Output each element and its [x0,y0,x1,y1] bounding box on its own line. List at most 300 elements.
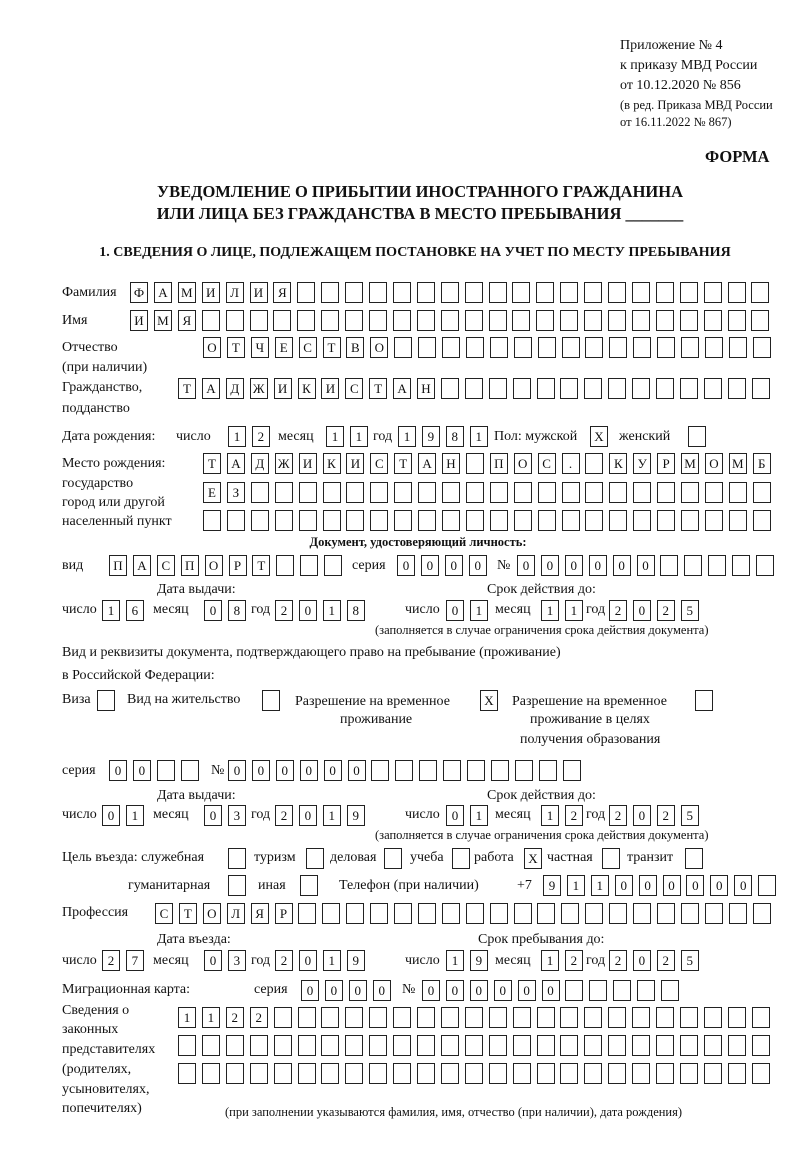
char-cell[interactable] [442,510,460,531]
char-cell[interactable] [562,482,580,503]
char-cell[interactable] [441,282,459,303]
char-cell[interactable]: 1 [567,875,585,896]
char-cell[interactable] [632,1063,650,1084]
char-cell[interactable]: 0 [445,555,463,576]
char-cell[interactable]: 0 [102,805,120,826]
char-cell[interactable] [417,282,435,303]
char-cell[interactable] [490,337,508,358]
char-cell[interactable] [417,1063,435,1084]
char-cell[interactable]: 0 [348,760,366,781]
char-cell[interactable]: Ч [251,337,269,358]
char-cell[interactable] [274,1035,292,1056]
char-cell[interactable] [441,1063,459,1084]
char-cell[interactable]: Т [203,453,221,474]
char-cell[interactable]: 0 [469,555,487,576]
char-cell[interactable]: И [321,378,339,399]
char-cell[interactable]: 0 [397,555,415,576]
char-cell[interactable] [417,310,435,331]
char-cell[interactable]: . [562,453,580,474]
char-cell[interactable] [680,282,698,303]
char-cell[interactable] [753,510,771,531]
char-cell[interactable]: О [205,555,223,576]
char-cell[interactable] [608,310,626,331]
char-cell[interactable]: 1 [228,426,246,447]
char-cell[interactable] [419,760,437,781]
char-cell[interactable] [466,453,484,474]
char-cell[interactable]: Л [226,282,244,303]
char-cell[interactable] [273,310,291,331]
char-cell[interactable] [681,510,699,531]
char-cell[interactable]: 0 [299,805,317,826]
char-cell[interactable] [417,1007,435,1028]
char-cell[interactable] [345,1007,363,1028]
char-cell[interactable]: 0 [633,600,651,621]
char-cell[interactable]: 0 [325,980,343,1001]
char-cell[interactable] [275,510,293,531]
char-cell[interactable] [538,482,556,503]
char-cell[interactable] [705,482,723,503]
char-cell[interactable] [565,980,583,1001]
char-cell[interactable] [321,1007,339,1028]
char-cell[interactable] [513,1007,531,1028]
char-cell[interactable] [512,310,530,331]
char-cell[interactable] [393,282,411,303]
char-cell[interactable]: Т [178,378,196,399]
char-cell[interactable]: 1 [591,875,609,896]
char-cell[interactable]: А [154,282,172,303]
char-cell[interactable]: Ф [130,282,148,303]
char-cell[interactable]: 0 [204,600,222,621]
char-cell[interactable]: 0 [276,760,294,781]
char-cell[interactable] [537,378,555,399]
char-cell[interactable] [633,510,651,531]
char-cell[interactable] [752,1035,770,1056]
char-cell[interactable]: 1 [446,950,464,971]
char-cell[interactable]: С [370,453,388,474]
char-cell[interactable]: 1 [202,1007,220,1028]
char-cell[interactable] [465,378,483,399]
char-cell[interactable]: 9 [347,950,365,971]
char-cell[interactable] [489,378,507,399]
char-cell[interactable]: 0 [734,875,752,896]
char-cell[interactable] [637,980,655,1001]
char-cell[interactable] [369,1007,387,1028]
char-cell[interactable] [681,337,699,358]
char-cell[interactable] [608,1007,626,1028]
char-cell[interactable]: 0 [589,555,607,576]
char-cell[interactable] [632,1035,650,1056]
char-cell[interactable] [251,482,269,503]
char-cell[interactable]: 0 [421,555,439,576]
char-cell[interactable]: 5 [681,600,699,621]
char-cell[interactable] [178,1063,196,1084]
char-cell[interactable]: 8 [347,600,365,621]
char-cell[interactable] [704,378,722,399]
char-cell[interactable] [512,282,530,303]
char-cell[interactable] [227,510,245,531]
char-cell[interactable]: 2 [250,1007,268,1028]
char-cell[interactable] [585,482,603,503]
char-cell[interactable] [157,760,175,781]
char-cell[interactable]: З [227,482,245,503]
char-cell[interactable] [751,310,769,331]
char-cell[interactable]: 0 [228,760,246,781]
char-cell[interactable] [346,482,364,503]
char-cell[interactable] [633,337,651,358]
checkbox[interactable] [602,848,620,869]
char-cell[interactable] [298,1007,316,1028]
char-cell[interactable]: 2 [565,805,583,826]
char-cell[interactable] [728,1007,746,1028]
char-cell[interactable] [704,1007,722,1028]
char-cell[interactable]: 0 [615,875,633,896]
char-cell[interactable] [275,482,293,503]
char-cell[interactable]: 5 [681,950,699,971]
char-cell[interactable] [729,482,747,503]
char-cell[interactable] [417,1035,435,1056]
char-cell[interactable] [441,310,459,331]
char-cell[interactable] [323,482,341,503]
char-cell[interactable] [536,282,554,303]
char-cell[interactable] [752,1063,770,1084]
char-cell[interactable] [202,310,220,331]
char-cell[interactable] [369,1063,387,1084]
char-cell[interactable] [680,378,698,399]
char-cell[interactable] [250,1063,268,1084]
char-cell[interactable]: 0 [373,980,391,1001]
char-cell[interactable]: 6 [126,600,144,621]
char-cell[interactable]: Е [275,337,293,358]
char-cell[interactable]: 2 [657,805,675,826]
char-cell[interactable]: 0 [639,875,657,896]
char-cell[interactable]: 1 [470,805,488,826]
char-cell[interactable] [369,1035,387,1056]
char-cell[interactable]: Т [394,453,412,474]
char-cell[interactable] [681,482,699,503]
char-cell[interactable]: Р [275,903,293,924]
char-cell[interactable]: 1 [541,600,559,621]
char-cell[interactable] [321,1035,339,1056]
char-cell[interactable]: 9 [543,875,561,896]
char-cell[interactable]: О [514,453,532,474]
char-cell[interactable]: 0 [542,980,560,1001]
char-cell[interactable]: Т [227,337,245,358]
char-cell[interactable] [753,337,771,358]
char-cell[interactable] [728,1063,746,1084]
char-cell[interactable] [442,903,460,924]
char-cell[interactable]: Я [273,282,291,303]
char-cell[interactable]: 1 [323,805,341,826]
char-cell[interactable] [514,510,532,531]
char-cell[interactable] [656,310,674,331]
char-cell[interactable] [560,1035,578,1056]
char-cell[interactable]: М [729,453,747,474]
char-cell[interactable]: Н [417,378,435,399]
char-cell[interactable] [608,378,626,399]
char-cell[interactable]: Д [251,453,269,474]
char-cell[interactable] [442,482,460,503]
char-cell[interactable]: В [346,337,364,358]
char-cell[interactable] [394,903,412,924]
char-cell[interactable] [609,903,627,924]
char-cell[interactable] [346,510,364,531]
char-cell[interactable] [490,482,508,503]
char-cell[interactable]: 8 [228,600,246,621]
char-cell[interactable]: 0 [710,875,728,896]
char-cell[interactable] [680,1063,698,1084]
checkbox[interactable]: X [590,426,608,447]
char-cell[interactable] [708,555,726,576]
char-cell[interactable] [704,1063,722,1084]
char-cell[interactable]: 7 [126,950,144,971]
char-cell[interactable] [298,1063,316,1084]
char-cell[interactable]: Я [251,903,269,924]
char-cell[interactable] [276,555,294,576]
char-cell[interactable]: 2 [609,600,627,621]
char-cell[interactable] [705,903,723,924]
char-cell[interactable] [418,510,436,531]
char-cell[interactable] [560,310,578,331]
char-cell[interactable] [585,903,603,924]
char-cell[interactable] [465,282,483,303]
char-cell[interactable] [442,337,460,358]
char-cell[interactable] [656,282,674,303]
char-cell[interactable] [490,510,508,531]
char-cell[interactable] [490,903,508,924]
char-cell[interactable]: Т [179,903,197,924]
char-cell[interactable] [751,282,769,303]
char-cell[interactable] [728,310,746,331]
char-cell[interactable]: 9 [347,805,365,826]
char-cell[interactable] [393,310,411,331]
char-cell[interactable] [202,1063,220,1084]
char-cell[interactable] [729,337,747,358]
char-cell[interactable]: Т [323,337,341,358]
char-cell[interactable] [657,510,675,531]
char-cell[interactable] [613,980,631,1001]
char-cell[interactable]: С [299,337,317,358]
char-cell[interactable]: О [370,337,388,358]
char-cell[interactable]: 0 [686,875,704,896]
char-cell[interactable] [705,337,723,358]
char-cell[interactable] [632,282,650,303]
char-cell[interactable]: 0 [613,555,631,576]
char-cell[interactable] [514,903,532,924]
char-cell[interactable]: 0 [517,555,535,576]
char-cell[interactable] [732,555,750,576]
char-cell[interactable]: А [393,378,411,399]
char-cell[interactable]: И [130,310,148,331]
char-cell[interactable] [370,510,388,531]
char-cell[interactable] [656,1035,674,1056]
char-cell[interactable]: 1 [323,600,341,621]
char-cell[interactable] [250,310,268,331]
char-cell[interactable] [345,310,363,331]
char-cell[interactable] [536,310,554,331]
char-cell[interactable]: 0 [446,600,464,621]
char-cell[interactable] [560,282,578,303]
char-cell[interactable]: 0 [252,760,270,781]
char-cell[interactable] [394,337,412,358]
char-cell[interactable]: 1 [323,950,341,971]
char-cell[interactable]: 0 [446,980,464,1001]
char-cell[interactable] [513,1035,531,1056]
char-cell[interactable]: Н [442,453,460,474]
char-cell[interactable] [395,760,413,781]
char-cell[interactable] [443,760,461,781]
checkbox[interactable] [300,875,318,896]
char-cell[interactable]: К [609,453,627,474]
char-cell[interactable]: 8 [446,426,464,447]
char-cell[interactable]: Ж [275,453,293,474]
char-cell[interactable] [584,1007,602,1028]
checkbox[interactable] [695,690,713,711]
char-cell[interactable] [466,482,484,503]
checkbox[interactable] [97,690,115,711]
char-cell[interactable] [705,510,723,531]
char-cell[interactable] [728,282,746,303]
char-cell[interactable]: А [418,453,436,474]
char-cell[interactable] [704,1035,722,1056]
char-cell[interactable]: 2 [102,950,120,971]
char-cell[interactable]: 0 [565,555,583,576]
char-cell[interactable] [489,1063,507,1084]
char-cell[interactable]: А [202,378,220,399]
char-cell[interactable]: О [705,453,723,474]
char-cell[interactable]: Ж [250,378,268,399]
char-cell[interactable] [752,378,770,399]
char-cell[interactable]: Л [227,903,245,924]
char-cell[interactable] [728,1035,746,1056]
char-cell[interactable]: И [299,453,317,474]
char-cell[interactable]: С [345,378,363,399]
char-cell[interactable]: Р [229,555,247,576]
char-cell[interactable] [394,482,412,503]
char-cell[interactable] [756,555,774,576]
char-cell[interactable]: 0 [300,760,318,781]
char-cell[interactable] [324,555,342,576]
char-cell[interactable]: 0 [109,760,127,781]
char-cell[interactable]: 1 [470,600,488,621]
char-cell[interactable]: Т [252,555,270,576]
char-cell[interactable] [660,555,678,576]
char-cell[interactable] [202,1035,220,1056]
char-cell[interactable] [250,1035,268,1056]
char-cell[interactable] [370,903,388,924]
char-cell[interactable]: 1 [350,426,368,447]
char-cell[interactable]: 1 [565,600,583,621]
char-cell[interactable] [681,903,699,924]
char-cell[interactable] [514,337,532,358]
char-cell[interactable]: Я [178,310,196,331]
char-cell[interactable]: М [681,453,699,474]
checkbox[interactable]: X [480,690,498,711]
char-cell[interactable] [584,378,602,399]
char-cell[interactable] [203,510,221,531]
char-cell[interactable]: 2 [226,1007,244,1028]
char-cell[interactable] [489,1007,507,1028]
char-cell[interactable]: 9 [470,950,488,971]
char-cell[interactable]: 0 [446,805,464,826]
char-cell[interactable] [680,1007,698,1028]
char-cell[interactable] [680,310,698,331]
char-cell[interactable]: 0 [518,980,536,1001]
char-cell[interactable]: 1 [470,426,488,447]
char-cell[interactable]: 2 [609,950,627,971]
char-cell[interactable]: И [202,282,220,303]
char-cell[interactable]: 2 [609,805,627,826]
char-cell[interactable] [560,1007,578,1028]
char-cell[interactable]: С [157,555,175,576]
char-cell[interactable] [298,903,316,924]
char-cell[interactable] [393,1007,411,1028]
char-cell[interactable] [608,282,626,303]
char-cell[interactable]: 0 [470,980,488,1001]
char-cell[interactable] [513,378,531,399]
char-cell[interactable]: 2 [275,950,293,971]
char-cell[interactable] [632,310,650,331]
char-cell[interactable]: 1 [541,805,559,826]
char-cell[interactable] [729,903,747,924]
char-cell[interactable] [584,310,602,331]
char-cell[interactable]: 1 [326,426,344,447]
char-cell[interactable] [489,310,507,331]
char-cell[interactable]: М [178,282,196,303]
char-cell[interactable] [561,903,579,924]
char-cell[interactable] [300,555,318,576]
char-cell[interactable] [537,903,555,924]
char-cell[interactable] [370,482,388,503]
char-cell[interactable]: 0 [324,760,342,781]
char-cell[interactable] [538,337,556,358]
char-cell[interactable]: О [203,337,221,358]
char-cell[interactable]: Е [203,482,221,503]
char-cell[interactable] [656,1063,674,1084]
char-cell[interactable]: С [538,453,556,474]
char-cell[interactable] [274,1063,292,1084]
char-cell[interactable]: 0 [204,805,222,826]
char-cell[interactable]: 0 [663,875,681,896]
char-cell[interactable] [632,378,650,399]
char-cell[interactable] [466,903,484,924]
char-cell[interactable] [515,760,533,781]
char-cell[interactable] [562,337,580,358]
char-cell[interactable] [560,1063,578,1084]
char-cell[interactable] [680,1035,698,1056]
char-cell[interactable]: 1 [126,805,144,826]
char-cell[interactable]: У [633,453,651,474]
char-cell[interactable] [418,482,436,503]
char-cell[interactable] [321,282,339,303]
char-cell[interactable] [537,1063,555,1084]
char-cell[interactable] [299,482,317,503]
checkbox[interactable] [452,848,470,869]
char-cell[interactable]: 0 [133,760,151,781]
char-cell[interactable]: 2 [565,950,583,971]
char-cell[interactable] [585,510,603,531]
char-cell[interactable] [609,337,627,358]
char-cell[interactable]: 0 [349,980,367,1001]
char-cell[interactable]: 0 [299,950,317,971]
char-cell[interactable]: 2 [657,600,675,621]
char-cell[interactable]: 0 [494,980,512,1001]
char-cell[interactable]: 3 [228,950,246,971]
char-cell[interactable] [226,310,244,331]
checkbox[interactable] [688,426,706,447]
char-cell[interactable] [656,1007,674,1028]
char-cell[interactable] [321,310,339,331]
char-cell[interactable] [538,510,556,531]
